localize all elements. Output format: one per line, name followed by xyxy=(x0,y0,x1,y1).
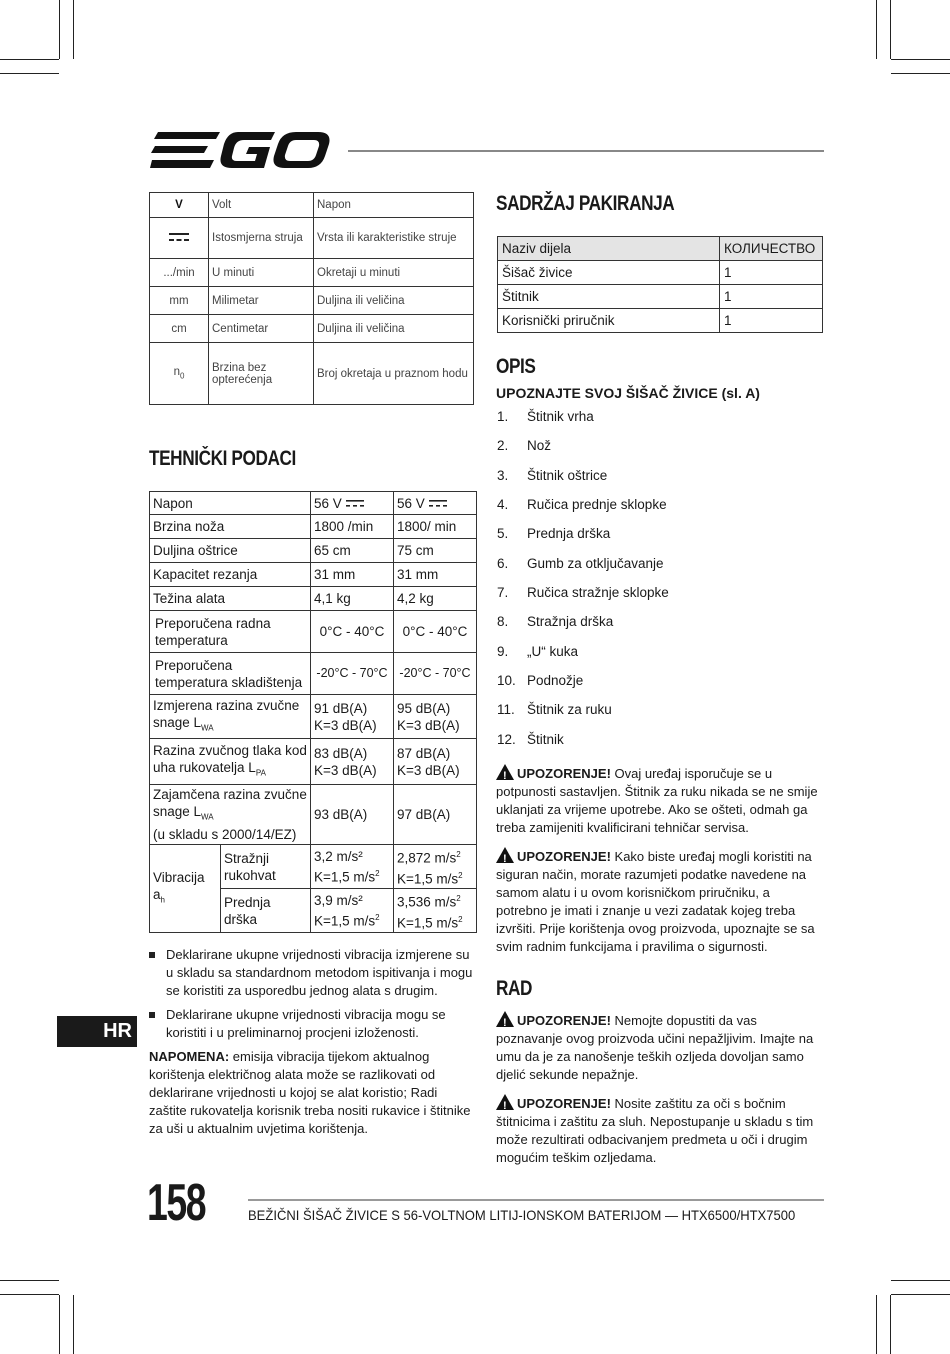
symbol-name: U minuti xyxy=(209,259,314,287)
tech-value: 4,2 kg xyxy=(394,587,477,611)
header-rule xyxy=(348,150,824,152)
symbol-name: Centimetar xyxy=(209,315,314,343)
symbol-name: Istosmjerna struja xyxy=(209,218,314,259)
tech-table xyxy=(149,491,477,933)
symbol-desc: Okretaji u minuti xyxy=(314,259,474,287)
crop-mark xyxy=(0,73,59,74)
warning-block: ! UPOZORENJE! Ovaj uređaj isporučuje se u potpunosti sastavljen. Štitnik za ruku nikada se ne smije uklanjati za vrijeme upotrebe. Ako se ošteti, odmah ga treba zamijeniti kvalificirani tehničar servisa. xyxy=(496,766,818,835)
rad-title: RAD xyxy=(496,977,533,1000)
page-number: 158 xyxy=(147,1174,206,1232)
table-row xyxy=(150,343,474,405)
note: NAPOMENA: emisija vibracija tijekom aktualnog korištenja električnog alata može se razlikovati od deklarirane vrijednosti u kojoj se alat koristio; Radi zaštite rukovatelja korisnik treba nositi rukavice i štitnike za uši u aktualnim uvjetima korištenja. xyxy=(149,1049,471,1136)
tech-value: 31 mm xyxy=(311,563,394,587)
tech-label: Zajamčena razina zvučne snage $L_{WA}$ (u skladu s 2000/14/EZ) xyxy=(150,785,311,845)
crop-mark xyxy=(891,59,950,60)
tech-label: Preporučena radna temperatura xyxy=(150,611,311,653)
crop-mark xyxy=(876,0,877,59)
tech-value: 2,872 $m/s^2$ K=1,5 $m/s^2$ xyxy=(394,845,477,889)
footer-text: BEŽIČNI ŠIŠAČ ŽIVICE S 56-VOLTNOM LITIJ-IONSKOM BATERIJOM — HTX6500/HTX7500 xyxy=(248,1207,796,1223)
symbol-name: Brzina bez opterećenja xyxy=(209,343,314,405)
list-item: 1. Štitnik vrha xyxy=(497,409,594,424)
warning-icon: ! xyxy=(496,1094,514,1110)
crop-mark xyxy=(890,1295,891,1354)
crop-mark xyxy=(59,0,60,59)
symbol-desc: Broj okretaja u praznom hodu xyxy=(314,343,474,405)
tech-label: Napon xyxy=(150,492,311,515)
logo xyxy=(150,130,330,172)
symbol-name: Volt xyxy=(209,193,314,218)
symbol-table xyxy=(149,192,474,405)
crop-mark xyxy=(890,0,891,59)
table-cell: 1 xyxy=(720,285,823,309)
tech-value: 3,2 m/s² K=1,5 $m/s^2$ xyxy=(311,845,394,889)
tech-value: 65 cm xyxy=(311,539,394,563)
table-row xyxy=(150,287,474,315)
table-row xyxy=(150,259,474,287)
warning-block: ! UPOZORENJE! Kako biste uređaj mogli koristiti na siguran način, morate razumjeti podatke navedene na samom alatu i u ovom korisničkom priručniku, a potrebno je imati i znanje u vezi zadatak kojeg treba izvršiti. Prije korištenja ovog proizvoda, upoznajte se sa svim radnim funkcijama i pravilima o sigurnosti. xyxy=(496,849,815,954)
footer-rule xyxy=(248,1199,824,1201)
tech-label: Preporučena temperatura skladištenja xyxy=(150,653,311,695)
warning-icon: ! xyxy=(496,847,514,863)
tech-label: Stražnji rukohvat xyxy=(221,845,311,889)
tech-value: 1800 /min xyxy=(311,515,394,539)
tech-label: Prednja drška xyxy=(221,889,311,933)
tech-label: Brzina noža xyxy=(150,515,311,539)
bullet-item: Deklarirane ukupne vrijednosti vibracija izmjerene su u skladu sa standardnom metodom ispitivanja i mogu se koristiti za usporedbu jednog alata s drugim. xyxy=(149,946,477,1000)
tech-value: 3,536 $m/s^2$ K=1,5 $m/s^2$ xyxy=(394,889,477,933)
list-item: 4. Ručica prednje sklopke xyxy=(497,497,667,512)
table-cell: Šišač živice xyxy=(498,261,720,285)
table-row xyxy=(150,218,474,259)
language-tab: HR xyxy=(57,1016,137,1047)
package-table xyxy=(497,236,823,333)
list-item: 3. Štitnik oštrice xyxy=(497,468,608,483)
tech-value: -20°C - 70°C xyxy=(394,653,477,695)
dc-symbol-icon xyxy=(150,218,209,259)
symbol-cell: $n_0$ xyxy=(150,343,209,405)
crop-mark xyxy=(73,1295,74,1354)
opis-title: OPIS xyxy=(496,355,536,378)
opis-subtitle: UPOZNAJTE SVOJ ŠIŠAČ ŽIVICE (sl. A) xyxy=(496,385,760,401)
column-header: КОЛИЧЕСТВО xyxy=(720,237,823,261)
warning-icon: ! xyxy=(496,1011,514,1027)
warning-block: ! UPOZORENJE! Nosite zaštitu za oči s bočnim štitnicima i zaštitu za sluh. Nepostupanje u skladu s tim može rezultirati odbacivanjem predmeta u oči i drugim mogućim teškim ozljedama. xyxy=(496,1096,814,1165)
table-row xyxy=(150,563,477,587)
list-item: 12. Štitnik xyxy=(497,732,564,747)
bullet-item: Deklarirane ukupne vrijednosti vibracija mogu se koristiti i u preliminarnoj procjeni izloženosti. xyxy=(149,1006,477,1042)
crop-mark xyxy=(891,1280,950,1281)
tech-value: 56 V xyxy=(394,492,477,515)
crop-mark xyxy=(876,1295,877,1354)
symbol-desc: Napon xyxy=(314,193,474,218)
tech-value: -20°C - 70°C xyxy=(311,653,394,695)
table-cell: Korisnički priručnik xyxy=(498,309,720,333)
tech-value: 95 dB(A) K=3 dB(A) xyxy=(394,695,477,739)
symbol-cell: mm xyxy=(150,287,209,315)
symbol-cell: .../min xyxy=(150,259,209,287)
tech-value: 0°C - 40°C xyxy=(311,611,394,653)
tech-label: Izmjerena razina zvučne snage $L_{WA}$ xyxy=(150,695,311,739)
list-item: 9. „U“ kuka xyxy=(497,644,579,659)
tech-title: TEHNIČKI PODACI xyxy=(149,447,296,470)
tech-value: 97 dB(A) xyxy=(394,785,477,845)
tech-value: 31 mm xyxy=(394,563,477,587)
symbol-desc: Vrsta ili karakteristike struje xyxy=(314,218,474,259)
crop-mark xyxy=(73,0,74,59)
list-item: 7. Ručica stražnje sklopke xyxy=(497,585,669,600)
symbol-desc: Duljina ili veličina xyxy=(314,315,474,343)
symbol-name: Milimetar xyxy=(209,287,314,315)
parts-list xyxy=(497,409,817,749)
table-row xyxy=(150,587,477,611)
tech-value: 1800/ min xyxy=(394,515,477,539)
bullet-icon xyxy=(149,952,155,958)
table-row xyxy=(150,785,477,845)
table-row xyxy=(150,315,474,343)
warning-icon: ! xyxy=(496,764,514,780)
table-row xyxy=(150,611,477,653)
table-cell: 1 xyxy=(720,261,823,285)
crop-mark xyxy=(59,1295,60,1354)
tech-value: 0°C - 40°C xyxy=(394,611,477,653)
tech-label: Duljina oštrice xyxy=(150,539,311,563)
tech-value: 87 dB(A) K=3 dB(A) xyxy=(394,739,477,785)
table-row xyxy=(150,193,474,218)
table-row xyxy=(150,492,477,515)
table-row xyxy=(150,845,477,889)
tech-value: 91 dB(A) K=3 dB(A) xyxy=(311,695,394,739)
tech-value: 83 dB(A) K=3 dB(A) xyxy=(311,739,394,785)
list-item: 11. Štitnik za ruku xyxy=(497,702,612,717)
table-row xyxy=(498,261,823,285)
tech-label: Težina alata xyxy=(150,587,311,611)
symbol-cell: cm xyxy=(150,315,209,343)
symbol-cell: V xyxy=(150,193,209,218)
tech-label: Razina zvučnog tlaka kod uha rukovatelja $L_{PA}$ xyxy=(150,739,311,785)
list-item: 5. Prednja drška xyxy=(497,526,611,541)
tech-label: Kapacitet rezanja xyxy=(150,563,311,587)
table-row xyxy=(150,695,477,739)
crop-mark xyxy=(0,1294,59,1295)
column-header: Naziv dijela xyxy=(498,237,720,261)
tech-value: 93 dB(A) xyxy=(311,785,394,845)
crop-mark xyxy=(0,59,59,60)
list-item: 6. Gumb za otključavanje xyxy=(497,556,664,571)
tech-value: 56 V xyxy=(311,492,394,515)
package-title: SADRŽAJ PAKIRANJA xyxy=(496,192,675,215)
table-row xyxy=(150,739,477,785)
bullet-icon xyxy=(149,1012,155,1018)
vibration-label: Vibracija $a_h$ xyxy=(150,845,221,933)
table-row xyxy=(150,653,477,695)
table-row xyxy=(150,515,477,539)
list-item: 2. Nož xyxy=(497,438,552,453)
crop-mark xyxy=(891,1294,950,1295)
table-row xyxy=(150,539,477,563)
list-item: 10. Podnožje xyxy=(497,673,584,688)
table-row xyxy=(498,309,823,333)
tech-value: 3,9 m/s² K=1,5 $m/s^2$ xyxy=(311,889,394,933)
table-cell: 1 xyxy=(720,309,823,333)
list-item: 8. Stražnja drška xyxy=(497,614,614,629)
crop-mark xyxy=(891,73,950,74)
table-row xyxy=(498,237,823,261)
table-cell: Štitnik xyxy=(498,285,720,309)
tech-value: 75 cm xyxy=(394,539,477,563)
warning-block: ! UPOZORENJE! Nemojte dopustiti da vas poznavanje ovog proizvoda učini nepažljivim. Imajte na umu da je za nanošenje teških ozljeda dovoljan samo djelić sekunde nepažnje. xyxy=(496,1013,814,1082)
tech-value: 4,1 kg xyxy=(311,587,394,611)
symbol-desc: Duljina ili veličina xyxy=(314,287,474,315)
crop-mark xyxy=(0,1280,59,1281)
table-row xyxy=(498,285,823,309)
